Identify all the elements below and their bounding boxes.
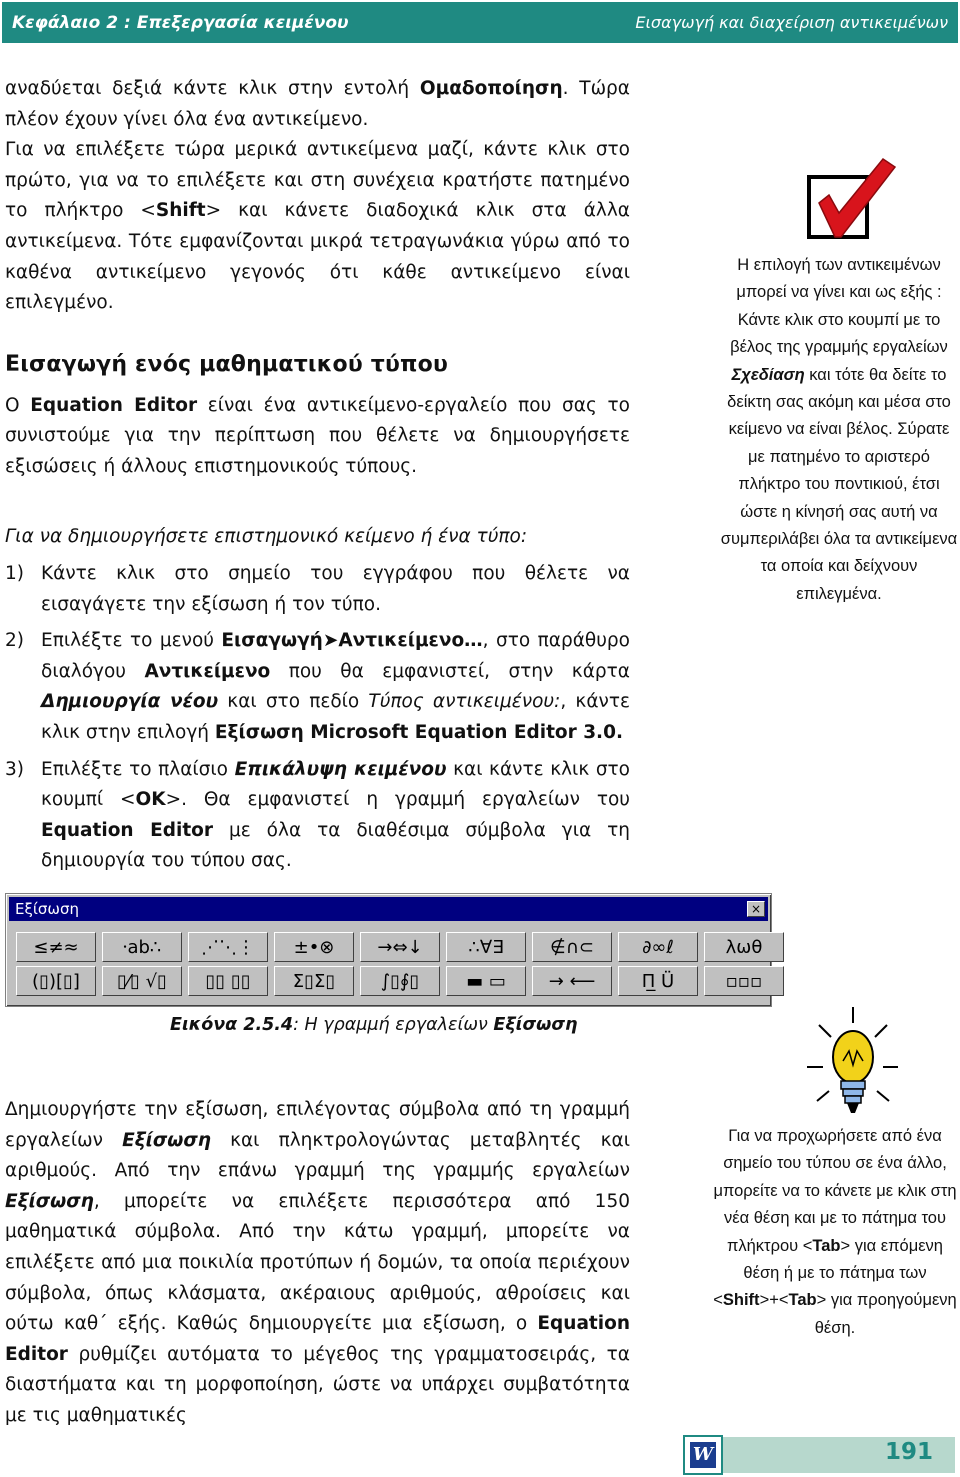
text: και πληκτρολογώντας μεταβλητές και αριθμούς. Από την επάνω γραμμή της γραμμής εργαλείων (5, 1129, 630, 1182)
side-note-navigation (710, 1123, 960, 1342)
key-name: Tab (788, 1291, 817, 1310)
section-heading: Εισαγωγή ενός μαθηματικού τύπου (5, 352, 449, 377)
logo-letter: W (690, 1442, 716, 1468)
text: Επιλέξτε το μενού (41, 630, 222, 652)
button-name: OK (135, 789, 166, 811)
arrow-symbols-button[interactable]: →⇔↓ (360, 932, 440, 962)
text: , κάντε κλικ στην επιλογή (41, 691, 630, 743)
window-title: Εξίσωση (15, 900, 79, 918)
option-name: Επικάλυψη κειμένου (234, 758, 447, 780)
bold-term: Equation Editor (30, 394, 198, 416)
page-number-bar (720, 1437, 955, 1473)
set-theory-symbols-button[interactable]: ∉∩⊂ (532, 932, 612, 962)
subscript-templates-button[interactable]: ▯▯ ▯▯ (188, 966, 268, 996)
step-number: 2) (5, 630, 24, 652)
equation-section (5, 350, 630, 883)
text: Επιλέξτε το πλαίσιο (41, 758, 235, 780)
figure-number: Εικόνα 2.5.4 (170, 1015, 294, 1035)
arrow-icon: ➤ (322, 630, 339, 652)
section-title: Εισαγωγή και διαχείριση αντικειμένων (635, 13, 948, 32)
logical-symbols-button[interactable]: ∴∀∃ (446, 932, 526, 962)
relational-symbols-button[interactable]: ≤≠≈ (16, 932, 96, 962)
text: >+< (759, 1291, 789, 1310)
key-name: Tab (812, 1236, 841, 1255)
toolbar-row-templates (16, 966, 784, 996)
text: : Η γραμμή εργαλείων (293, 1015, 494, 1035)
matrix-templates-button[interactable]: ▫▫▫ (704, 966, 784, 996)
list-item (5, 626, 630, 748)
text: και κάντε κλικ στο κουμπί < (41, 758, 630, 811)
misc-symbols-button[interactable]: ∂∞ℓ (618, 932, 698, 962)
integral-templates-button[interactable]: ∫▯∮▯ (360, 966, 440, 996)
text: και στο πεδίο (218, 691, 369, 713)
summation-templates-button[interactable]: Σ▯Σ▯ (274, 966, 354, 996)
intro-text (5, 74, 630, 319)
embellishments-button[interactable]: ⋰⋱⋮ (188, 932, 268, 962)
text: Ο (5, 394, 31, 416)
menu-item: Αντικείμενο… (338, 630, 483, 652)
fraction-radical-templates-button[interactable]: ▯⁄▯ √▯ (102, 966, 182, 996)
text: που θα εμφανιστεί, στην κάρτα (270, 660, 630, 682)
figure-caption (170, 1015, 577, 1035)
equation-toolbar-window (5, 893, 772, 1007)
bold-term: Ομαδοποίηση (419, 78, 563, 99)
field-name: Τύπος αντικειμένου: (368, 691, 561, 713)
text: Κάντε κλικ στο σημείο του εγγράφου που θέλετε να εισαγάγετε την εξίσωση ή τον τύπο. (41, 562, 630, 615)
text: > για επόμενη θέση ή με το πάτημα των < (713, 1236, 943, 1310)
toolbar-row-symbols (16, 932, 784, 962)
equation-paragraph (5, 1095, 630, 1432)
window-titlebar[interactable] (9, 897, 768, 921)
bold-term: Equation Editor (5, 1313, 630, 1365)
text: με όλα τα διαθέσιμα σύμβολα για τη δημιουργία του τύπου σας. (41, 819, 630, 872)
text: είναι ένα αντικείμενο-εργαλείο που σας το συνιστούμε για την περίπτωση που θέλετε να δημιουργήσετε εξισώσεις ή άλλους επιστημονικούς τύπους. (5, 394, 630, 477)
product-templates-button[interactable]: Π̲ Ü (618, 966, 698, 996)
chapter-title: Κεφάλαιο 2 : Επεξεργασία κειμένου (12, 12, 349, 33)
key-name: Shift (155, 200, 206, 222)
text: Για να προχωρήσετε από ένα σημείο του τύπου σε ένα άλλο, μπορείτε να το κάνετε με κλικ στη νέα θέση και με το πάτημα του πλήκτρου < (713, 1127, 957, 1255)
steps-list (5, 559, 630, 877)
list-item (5, 559, 630, 620)
step-number: 3) (5, 758, 24, 780)
steps-lead: Για να δημιουργήσετε επιστημονικό κείμενο ή ένα τύπο: (5, 526, 528, 548)
spaces-ellipses-button[interactable]: ⸱ab∴ (102, 932, 182, 962)
intro-paragraph-1 (5, 74, 630, 135)
text: Η επιλογή των αντικειμένων μπορεί να γίνει και ως εξής : Κάντε κλικ στο κουμπί με το βέλος της γραμμής εργαλείων (730, 256, 948, 357)
chapter-header (2, 2, 958, 43)
text: Για να επιλέξετε τώρα μερικά αντικείμενα μαζί, κάντε κλικ στο πρώτο, για να το επιλέξετε και στη συνέχεια κρατήστε πατημένο το πλήκτρο < (5, 139, 630, 222)
toolbar-name: Εξίσωση (5, 1190, 94, 1212)
intro-paragraph-2 (5, 135, 630, 319)
step-number: 1) (5, 562, 24, 584)
text: >. Θα εμφανιστεί η γραμμή εργαλείων του (165, 789, 631, 811)
checkmark-icon (805, 155, 900, 247)
word-logo-icon (683, 1435, 723, 1475)
greek-lowercase-button[interactable]: λωθ (704, 932, 784, 962)
tab-name: Δημιουργία νέου (41, 691, 219, 713)
toolbar-name: Σχεδίαση (731, 365, 805, 384)
bold-term: Equation Editor (41, 819, 214, 841)
text: , στο παράθυρο διαλόγου (41, 630, 630, 682)
text: , μπορείτε να επιλέξετε περισσότερα από 150 μαθηματικά σύμβολα. Από την κάτω γραμμή, μπορείτε να επιλέξετε από μια ποικιλία προτύπων ή δομών, τα οποία περιέχουν σύμβολα, όπως κλάσματα, ακέραιους αριθμούς, αθροίσεις και ούτω καθ΄ εξής. Καθώς δημιουργείτε μια εξίσωση, ο (5, 1190, 630, 1335)
list-item (5, 755, 630, 877)
text: . Τώρα πλέον έχουν γίνει όλα ένα αντικείμενο. (5, 78, 630, 130)
operator-symbols-button[interactable]: ±•⊗ (274, 932, 354, 962)
text: > για προηγούμενη θέση. (814, 1291, 957, 1337)
text: > και κάνετε διαδοχικά κλικ στα άλλα αντικείμενα. Τότε εμφανίζονται μικρά τετραγωνάκια γύρω από το καθένα αντικείμενο γεγονός ότι κάθε αντικείμενο είναι επιλεγμένο. (5, 200, 630, 314)
body-paragraph-2 (5, 1095, 630, 1432)
dialog-name: Αντικείμενο (144, 660, 271, 682)
bar-templates-button[interactable]: ▬ ▭ (446, 966, 526, 996)
page-number: 191 (884, 1439, 933, 1465)
labeled-arrow-templates-button[interactable]: → ⟵ (532, 966, 612, 996)
text: . (615, 721, 623, 743)
text: αναδύεται δεξιά κάντε κλικ στην εντολή (5, 78, 420, 99)
close-button[interactable]: × (747, 901, 765, 917)
side-note-selection (718, 252, 960, 608)
toolbar-name: Εξίσωση (122, 1129, 211, 1151)
text: ρυθμίζει αυτόματα το μέγεθος της γραμματοσειράς, τα διαστήματα και τη μορφοποίηση, ώστε να υπάρχει συμβατότητα με τις μαθηματικές (5, 1343, 630, 1426)
menu-name: Εισαγωγή (221, 630, 323, 652)
text: και τότε θα δείτε το δείκτη σας ακόμη και μέσα στο κείμενο να είναι βέλος. Σύρατε με πατημένο το αριστερό πλήκτρο του ποντικιού, έτσι ώστε η κίνησή σας αυτή να συμπεριλάβει όλα τα αντικείμενα τα οποία και δείχνουν επιλεγμένα. (720, 365, 958, 603)
key-name: Shift (722, 1291, 760, 1310)
light-bulb-icon (805, 1005, 900, 1117)
fence-templates-button[interactable]: (▯)[▯] (16, 966, 96, 996)
section-paragraph (5, 391, 630, 483)
toolbar-name: Εξίσωση (493, 1015, 578, 1035)
option-name: Εξίσωση Microsoft Equation Editor 3.0 (214, 721, 616, 743)
text: Δημιουργήστε την εξίσωση, επιλέγοντας σύμβολα από τη γραμμή εργαλείων (5, 1099, 630, 1151)
